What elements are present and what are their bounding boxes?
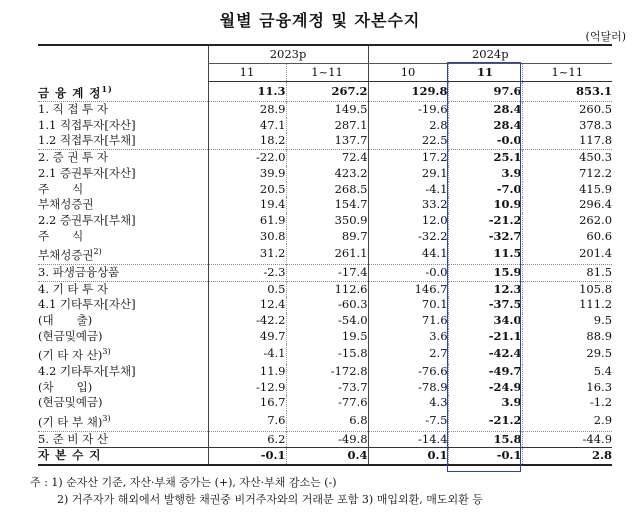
cell-value: 44.1	[368, 244, 448, 264]
table-row	[38, 150, 612, 166]
cell-value: 15.9	[448, 264, 522, 281]
footnote-marker: 3)	[102, 347, 111, 357]
cell-value: 0.4	[286, 448, 368, 465]
row-label-text: 2. 증 권 투 자	[38, 150, 109, 165]
row-label	[38, 182, 208, 198]
table-row	[38, 329, 612, 345]
cell-value: 47.1	[208, 118, 286, 134]
cell-value: 7.6	[208, 411, 286, 431]
cell-value: 30.8	[208, 229, 286, 245]
header-month: 1~11	[286, 64, 368, 82]
row-label	[38, 411, 208, 431]
cell-value: 117.8	[522, 133, 612, 149]
cell-value: 88.9	[522, 329, 612, 345]
cell-value: -49.8	[286, 431, 368, 448]
cell-value: 2.9	[522, 411, 612, 431]
row-label-text: 금 융 계 정	[38, 85, 102, 100]
cell-value: -24.9	[448, 380, 522, 396]
table-row	[38, 297, 612, 313]
cell-value: 70.1	[368, 297, 448, 313]
cell-value: 89.7	[286, 229, 368, 245]
row-label	[38, 118, 208, 134]
cell-value: -37.5	[448, 297, 522, 313]
cell-value: 296.4	[522, 197, 612, 213]
table-row	[38, 380, 612, 396]
cell-value: 12.4	[208, 297, 286, 313]
row-label	[38, 102, 208, 118]
cell-value: 105.8	[522, 281, 612, 297]
row-label-text: (현금및예금)	[38, 395, 103, 410]
table-row	[38, 166, 612, 182]
cell-value: 129.8	[368, 82, 448, 102]
cell-value: 25.1	[448, 150, 522, 166]
cell-value: 28.9	[208, 102, 286, 118]
cell-value: -17.4	[286, 264, 368, 281]
cell-value: -32.7	[448, 229, 522, 245]
cell-value: 853.1	[522, 82, 612, 102]
table-row	[38, 448, 612, 465]
row-label	[38, 244, 208, 264]
table-row	[38, 395, 612, 411]
table-row	[38, 182, 612, 198]
cell-value: -21.1	[448, 329, 522, 345]
cell-value: 9.5	[522, 313, 612, 329]
header-blank-cell	[38, 45, 208, 82]
cell-value: 20.5	[208, 182, 286, 198]
cell-value: 6.8	[286, 411, 368, 431]
cell-value: 97.6	[448, 82, 522, 102]
table-row	[38, 229, 612, 245]
cell-value: -1.2	[522, 395, 612, 411]
table-row	[38, 102, 612, 118]
row-label-text: 4.2 기타투자[부채]	[38, 363, 136, 378]
cell-value: 34.0	[448, 313, 522, 329]
cell-value: 61.9	[208, 213, 286, 229]
header-month: 1~11	[522, 64, 612, 82]
cell-value: 10.9	[448, 197, 522, 213]
cell-value: 137.7	[286, 133, 368, 149]
row-label	[38, 380, 208, 396]
cell-value: 3.6	[368, 329, 448, 345]
cell-value: -78.9	[368, 380, 448, 396]
row-label	[38, 166, 208, 182]
unit-label: (억달러)	[585, 30, 626, 43]
table-row	[38, 197, 612, 213]
cell-value: -76.6	[368, 364, 448, 380]
cell-value: 2.8	[368, 118, 448, 134]
table-row	[38, 118, 612, 134]
row-label	[38, 395, 208, 411]
table-body	[38, 82, 612, 465]
row-label-text: 자 본 수 지	[38, 448, 102, 463]
cell-value: -44.9	[522, 431, 612, 448]
row-label	[38, 297, 208, 313]
row-label	[38, 313, 208, 329]
row-label-text: 주 식	[38, 228, 84, 243]
footnote-marker: 2)	[93, 247, 102, 257]
row-label-text: 부채성증권	[38, 197, 94, 212]
cell-value: 2.8	[522, 448, 612, 465]
row-label-text: (기 타 부 채)	[38, 414, 103, 429]
cell-value: -7.0	[448, 182, 522, 198]
row-label-text: 주 식	[38, 181, 84, 196]
cell-value: 146.7	[368, 281, 448, 297]
cell-value: 33.2	[368, 197, 448, 213]
cell-value: 29.5	[522, 344, 612, 364]
table-row	[38, 313, 612, 329]
row-label	[38, 448, 208, 465]
cell-value: -21.2	[448, 411, 522, 431]
cell-value: 6.2	[208, 431, 286, 448]
cell-value: 60.6	[522, 229, 612, 245]
cell-value: 260.5	[522, 102, 612, 118]
page-title: 월별 금융계정 및 자본수지	[219, 11, 421, 30]
footnote-marker: 3)	[102, 414, 111, 424]
row-label	[38, 213, 208, 229]
cell-value: 201.4	[522, 244, 612, 264]
table-row	[38, 213, 612, 229]
cell-value: 2.7	[368, 344, 448, 364]
table-row	[38, 344, 612, 364]
row-label-text: (현금및예금)	[38, 328, 103, 343]
cell-value: -14.4	[368, 431, 448, 448]
row-label	[38, 82, 208, 102]
table-row	[38, 364, 612, 380]
row-label	[38, 329, 208, 345]
row-label-text: 4.1 기타투자[자산]	[38, 297, 136, 312]
table-row	[38, 244, 612, 264]
cell-value: 12.3	[448, 281, 522, 297]
row-label-text: (대 출)	[38, 313, 93, 327]
cell-value: -12.9	[208, 380, 286, 396]
row-label	[38, 431, 208, 448]
cell-value: 19.4	[208, 197, 286, 213]
table-row	[38, 281, 612, 297]
cell-value: -22.0	[208, 150, 286, 166]
cell-value: 81.5	[522, 264, 612, 281]
cell-value: 111.2	[522, 297, 612, 313]
row-label	[38, 197, 208, 213]
cell-value: 19.5	[286, 329, 368, 345]
cell-value: 149.5	[286, 102, 368, 118]
cell-value: 31.2	[208, 244, 286, 264]
cell-value: 712.2	[522, 166, 612, 182]
cell-value: 423.2	[286, 166, 368, 182]
cell-value: 4.3	[368, 395, 448, 411]
cell-value: 72.4	[286, 150, 368, 166]
cell-value: 12.0	[368, 213, 448, 229]
cell-value: 268.5	[286, 182, 368, 198]
table-row	[38, 411, 612, 431]
cell-value: 5.4	[522, 364, 612, 380]
row-label	[38, 344, 208, 364]
cell-value: 154.7	[286, 197, 368, 213]
cell-value: -172.8	[286, 364, 368, 380]
cell-value: -21.2	[448, 213, 522, 229]
cell-value: 267.2	[286, 82, 368, 102]
footnote-line: 주 : 1) 순자산 기준, 자산·부채 증가는 (+), 자산·부채 감소는 (-)	[30, 476, 337, 489]
footnote-marker: 1)	[101, 83, 113, 94]
table-row	[38, 264, 612, 281]
cell-value: 49.7	[208, 329, 286, 345]
header-year-row	[38, 45, 612, 64]
cell-value: -2.3	[208, 264, 286, 281]
row-label-text: 부채성증권	[38, 248, 94, 263]
header-month-highlight: 11	[448, 64, 522, 82]
cell-value: 71.6	[368, 313, 448, 329]
cell-value: -4.1	[368, 182, 448, 198]
cell-value: 0.5	[208, 281, 286, 297]
cell-value: -73.7	[286, 380, 368, 396]
cell-value: -77.6	[286, 395, 368, 411]
cell-value: -0.0	[448, 133, 522, 149]
cell-value: 378.3	[522, 118, 612, 134]
cell-value: 16.3	[522, 380, 612, 396]
cell-value: -32.2	[368, 229, 448, 245]
header-month: 10	[368, 64, 448, 82]
cell-value: -49.7	[448, 364, 522, 380]
row-label-text: 1.2 직접투자[부채]	[38, 133, 136, 148]
cell-value: 28.4	[448, 118, 522, 134]
cell-value: 28.4	[448, 102, 522, 118]
cell-value: -54.0	[286, 313, 368, 329]
cell-value: 112.6	[286, 281, 368, 297]
cell-value: -7.5	[368, 411, 448, 431]
row-label-text: 4. 기 타 투 자	[38, 281, 109, 296]
cell-value: 18.2	[208, 133, 286, 149]
cell-value: -42.4	[448, 344, 522, 364]
cell-value: 39.9	[208, 166, 286, 182]
cell-value: 415.9	[522, 182, 612, 198]
cell-value: 350.9	[286, 213, 368, 229]
cell-value: -15.8	[286, 344, 368, 364]
cell-value: 0.1	[368, 448, 448, 465]
row-label-text: 3. 파생금융상품	[38, 264, 120, 279]
cell-value: -19.6	[368, 102, 448, 118]
cell-value: -4.1	[208, 344, 286, 364]
header-year-2024: 2024p	[368, 45, 612, 64]
financial-account-table	[38, 44, 612, 466]
row-label	[38, 281, 208, 297]
cell-value: 261.1	[286, 244, 368, 264]
cell-value: -0.1	[208, 448, 286, 465]
row-label	[38, 264, 208, 281]
table-row	[38, 431, 612, 448]
cell-value: 16.7	[208, 395, 286, 411]
cell-value: 11.9	[208, 364, 286, 380]
header-month: 11	[208, 64, 286, 82]
table-row	[38, 82, 612, 102]
row-label-text: 2.1 증권투자[자산]	[38, 165, 136, 180]
cell-value: 22.5	[368, 133, 448, 149]
cell-value: 287.1	[286, 118, 368, 134]
footnotes	[30, 474, 483, 508]
table-row	[38, 133, 612, 149]
footnote-line: 2) 거주자가 해외에서 발행한 채권중 비거주자와의 거래분 포함 3) 매입외환, 매도외환 등	[57, 493, 483, 506]
cell-value: -42.2	[208, 313, 286, 329]
cell-value: 3.9	[448, 166, 522, 182]
cell-value: 450.3	[522, 150, 612, 166]
row-label-text: (기 타 자 산)	[38, 348, 103, 363]
row-label-text: 5. 준 비 자 산	[38, 431, 109, 446]
row-label-text: 1.1 직접투자[자산]	[38, 117, 136, 132]
row-label-text: (차 입)	[38, 379, 93, 394]
row-label-text: 1. 직 접 투 자	[38, 102, 109, 117]
cell-value: -0.1	[448, 448, 522, 465]
cell-value: 262.0	[522, 213, 612, 229]
cell-value: 3.9	[448, 395, 522, 411]
cell-value: 11.3	[208, 82, 286, 102]
row-label	[38, 364, 208, 380]
cell-value: -60.3	[286, 297, 368, 313]
cell-value: 29.1	[368, 166, 448, 182]
row-label	[38, 133, 208, 149]
row-label	[38, 150, 208, 166]
cell-value: 11.5	[448, 244, 522, 264]
cell-value: 15.8	[448, 431, 522, 448]
row-label-text: 2.2 증권투자[부채]	[38, 212, 136, 227]
header-year-2023: 2023p	[208, 45, 368, 64]
cell-value: 17.2	[368, 150, 448, 166]
cell-value: -0.0	[368, 264, 448, 281]
row-label	[38, 229, 208, 245]
